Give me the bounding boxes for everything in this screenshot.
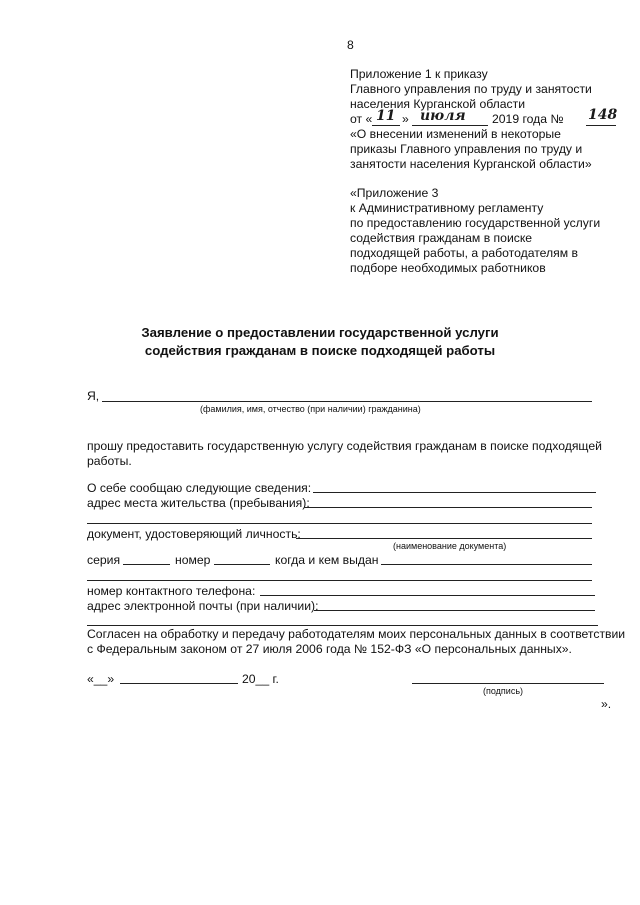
header-date-mid: » [402,112,409,126]
header-subject-1: «О внесении изменений в некоторые [350,127,561,141]
issued-field[interactable] [381,564,592,565]
appendix-line-4: содействия гражданам в поиске [350,231,533,245]
header-subject-2: приказы Главного управления по труду и [350,142,583,156]
header-date-prefix: от « [350,112,373,126]
about-label: О себе сообщаю следующие сведения: [87,481,312,495]
phone-field[interactable] [260,595,595,596]
consent-line-1: Согласен на обработку и передачу работодателям моих персональных данных в соответствии [87,627,626,641]
name-caption: (фамилия, имя, отчество (при наличии) гражданина) [200,404,421,414]
request-line-1: прошу предоставить государственную услугу содействия гражданам в поиске подходящей [87,439,602,453]
form-title-line-1: Заявление о предоставлении государственной услуги [141,325,499,340]
number-field[interactable] [214,564,270,565]
date-month-field[interactable] [120,683,238,684]
number-label: номер [175,553,211,567]
appendix-line-5: подходящей работы, а работодателям в [350,246,578,260]
about-field[interactable] [313,492,596,493]
date-open: «__» [87,672,115,686]
order-number-handwritten: 148 [588,107,618,123]
document-caption: (наименование документа) [393,541,507,551]
document-field[interactable] [296,538,592,539]
series-label: серия [87,553,121,567]
email-field[interactable] [314,610,595,611]
address-field[interactable] [304,507,592,508]
date-year-label: 20__ г. [242,672,279,686]
issued-label: когда и кем выдан [275,553,379,567]
issued-field-extra[interactable] [87,580,592,581]
header-line-3: населения Курганской области [350,97,526,111]
consent-line-2: с Федеральным законом от 27 июля 2006 года № 152-ФЗ «О персональных данных». [87,642,572,656]
header-line-1: Приложение 1 к приказу [350,67,488,81]
header-date-year: 2019 года № [492,112,564,126]
date-month-handwritten: июля [420,108,466,124]
order-number-line [586,125,616,126]
signature-field[interactable] [412,683,604,684]
page-number: 8 [347,38,354,52]
form-title-line-2: содействия гражданам в поиске подходящей работы [144,343,496,358]
address-field-extra[interactable] [87,523,592,524]
document-label: документ, удостоверяющий личность: [87,527,301,541]
date-day-line [372,125,400,126]
date-day-handwritten: 11 [376,108,396,124]
appendix-line-3: по предоставлению государственной услуги [350,216,601,230]
address-label: адрес места жительства (пребывания): [87,496,310,510]
closing-quote: ». [601,697,612,711]
header-subject-3: занятости населения Курганской области» [350,157,592,171]
appendix-line-1: «Приложение 3 [350,186,439,200]
phone-label: номер контактного телефона: [87,584,256,598]
header-line-2: Главного управления по труду и занятости [350,82,592,96]
name-field[interactable] [102,401,592,402]
appendix-line-6: подборе необходимых работников [350,261,546,275]
request-line-2: работы. [87,454,132,468]
date-month-line [412,125,488,126]
appendix-line-2: к Административному регламенту [350,201,544,215]
signature-caption: (подпись) [483,686,524,696]
series-field[interactable] [123,564,170,565]
email-field-extra[interactable] [87,625,598,626]
email-label: адрес электронной почты (при наличии): [87,599,319,613]
ya-label: Я, [87,389,100,403]
